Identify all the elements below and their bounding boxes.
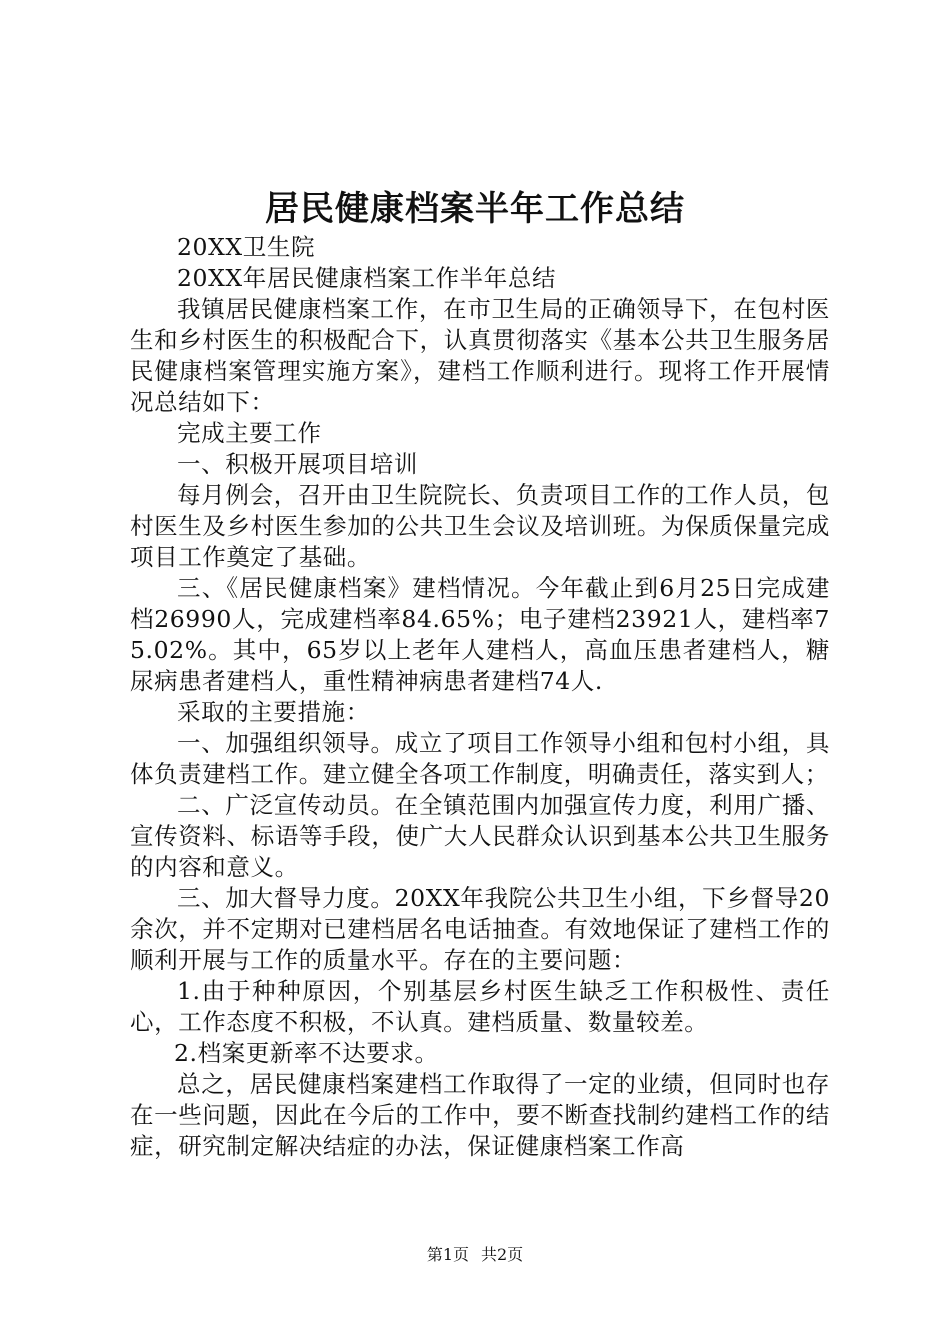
paragraph-records-status: 三、《居民健康档案》建档情况。今年截止到6月25日完成建档26990人，完成建档率84.65%；电子建档23921人，建档率75.02%。其中，65岁以上老年人建档人，高血压患者建档人，糖尿病患者建档人，重性精神病患者建档74人. (130, 574, 830, 695)
page-total: 共2页 (481, 1245, 524, 1264)
paragraph-measure-publicity: 二、广泛宣传动员。在全镇范围内加强宣传力度，利用广播、宣传资料、标语等手段，使广大人民群众认识到基本公共卫生服务的内容和意义。 (130, 791, 830, 881)
paragraph-heading-training: 一、积极开展项目培训 (177, 450, 418, 478)
paragraph-problem-1: 1.由于种种原因，个别基层乡村医生缺乏工作积极性、责任心，工作态度不积极，不认真。建档质量、数量较差。 (130, 977, 830, 1036)
paragraph-org: 20XX卫生院 (177, 233, 316, 261)
page-footer (0, 1245, 950, 1265)
paragraph-heading-main-work: 完成主要工作 (177, 419, 322, 447)
document-body (130, 232, 830, 1162)
paragraph-measure-leadership: 一、加强组织领导。成立了项目工作领导小组和包村小组，具体负责建档工作。建立健全各项工作制度，明确责任，落实到人； (130, 729, 830, 788)
paragraph-heading-measures: 采取的主要措施： (177, 698, 370, 726)
paragraph-measure-supervision: 三、加大督导力度。20XX年我院公共卫生小组，下乡督导20余次，并不定期对已建档居名电话抽查。有效地保证了建档工作的顺利开展与工作的质量水平。存在的主要问题： (130, 884, 830, 974)
paragraph-subtitle: 20XX年居民健康档案工作半年总结 (177, 264, 557, 292)
paragraph-problem-2: 2.档案更新率不达要求。 (174, 1039, 439, 1067)
paragraph-training: 每月例会，召开由卫生院院长、负责项目工作的工作人员，包村医生及乡村医生参加的公共卫生会议及培训班。为保质保量完成项目工作奠定了基础。 (130, 481, 830, 571)
page-number: 第1页 (426, 1245, 469, 1264)
paragraph-conclusion: 总之，居民健康档案建档工作取得了一定的业绩，但同时也存在一些问题，因此在今后的工作中，要不断查找制约建档工作的结症，研究制定解决结症的办法，保证健康档案工作高 (130, 1070, 830, 1160)
paragraph-intro: 我镇居民健康档案工作，在市卫生局的正确领导下，在包村医生和乡村医生的积极配合下，认真贯彻落实《基本公共卫生服务居民健康档案管理实施方案》，建档工作顺利进行。现将工作开展情况总结如下： (130, 295, 830, 416)
document-title: 居民健康档案半年工作总结 (265, 189, 685, 229)
